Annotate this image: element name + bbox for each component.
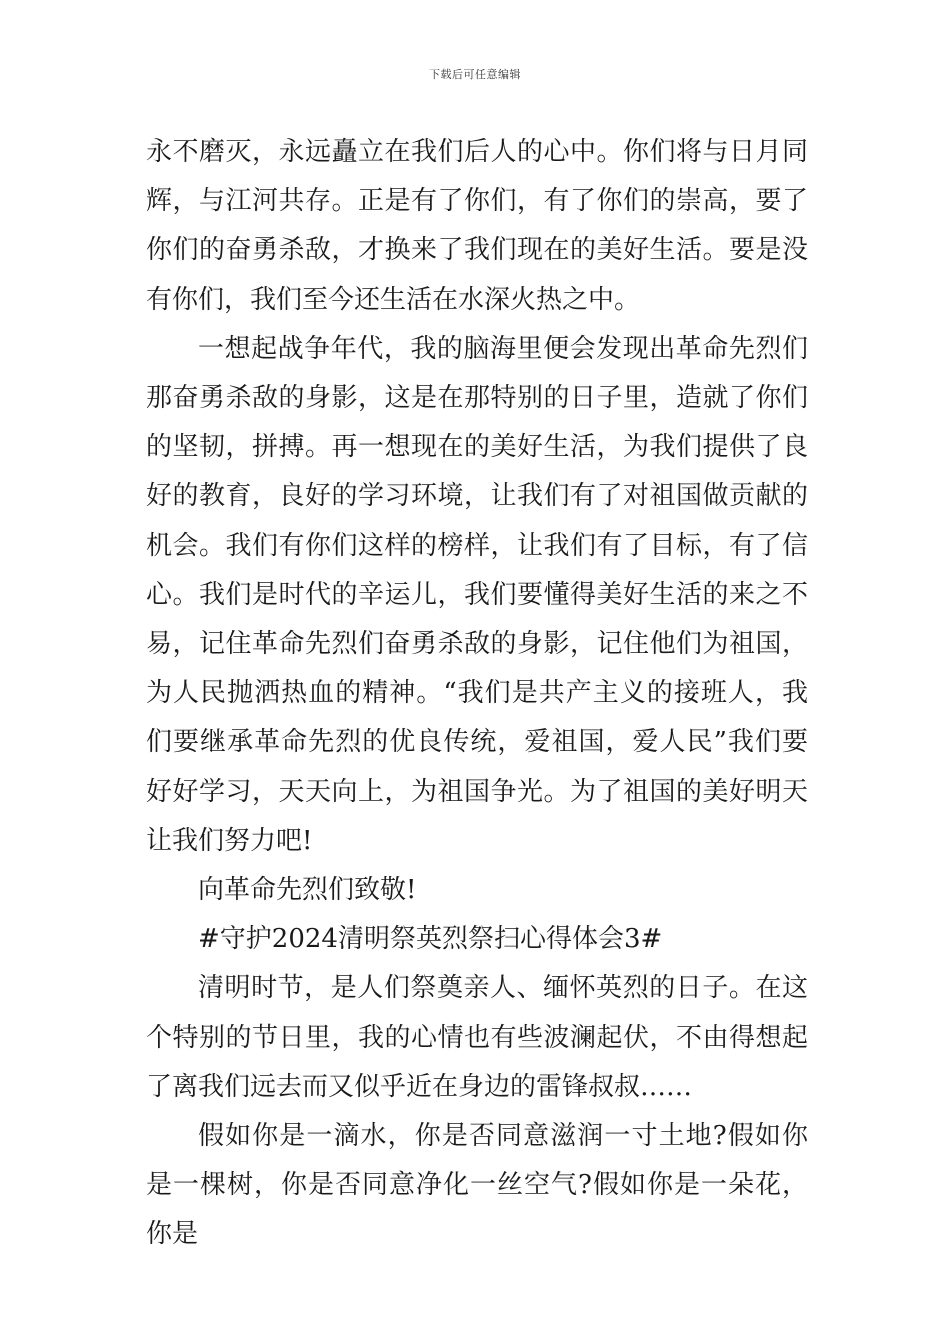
paragraph-3: 向革命先烈们致敬! xyxy=(198,875,417,906)
header-note: 下载后可任意编辑 xyxy=(429,68,521,81)
paragraph-4: 清明时节，是人们祭奠亲人、缅怀英烈的日子。在这个特别的节日里，我的心情也有些波澜起伏，不由得想起了离我们远去而又似乎近在身边的雷锋叔叔…… xyxy=(146,973,808,1102)
section-heading: #守护2024清明祭英烈祭扫心得体会3# xyxy=(198,924,663,955)
body-text xyxy=(146,128,808,1260)
paragraph-1: 永不磨灭，永远矗立在我们后人的心中。你们将与日月同辉，与江河共存。正是有了你们，有了你们的崇高，要了你们的奋勇杀敌，才换来了我们现在的美好生活。要是没有你们，我们至今还生活在水深火热之中。 xyxy=(146,137,808,315)
paragraph-5: 假如你是一滴水，你是否同意滋润一寸土地?假如你是一棵树，你是否同意净化一丝空气?假如你是一朵花，你是 xyxy=(146,1121,808,1250)
paragraph-2: 一想起战争年代，我的脑海里便会发现出革命先烈们那奋勇杀敌的身影，这是在那特别的日子里，造就了你们的坚韧，拼搏。再一想现在的美好生活，为我们提供了良好的教育，良好的学习环境，让我们有了对祖国做贡献的机会。我们有你们这样的榜样，让我们有了目标，有了信心。我们是时代的辛运儿，我们要懂得美好生活的来之不易，记住革命先烈们奋勇杀敌的身影，记住他们为祖国，为人民抛洒热血的精神。“我们是共产主义的接班人，我们要继承革命先烈的优良传统，爱祖国，爱人民”我们要好好学习，天天向上，为祖国争光。为了祖国的美好明天让我们努力吧! xyxy=(146,333,808,856)
